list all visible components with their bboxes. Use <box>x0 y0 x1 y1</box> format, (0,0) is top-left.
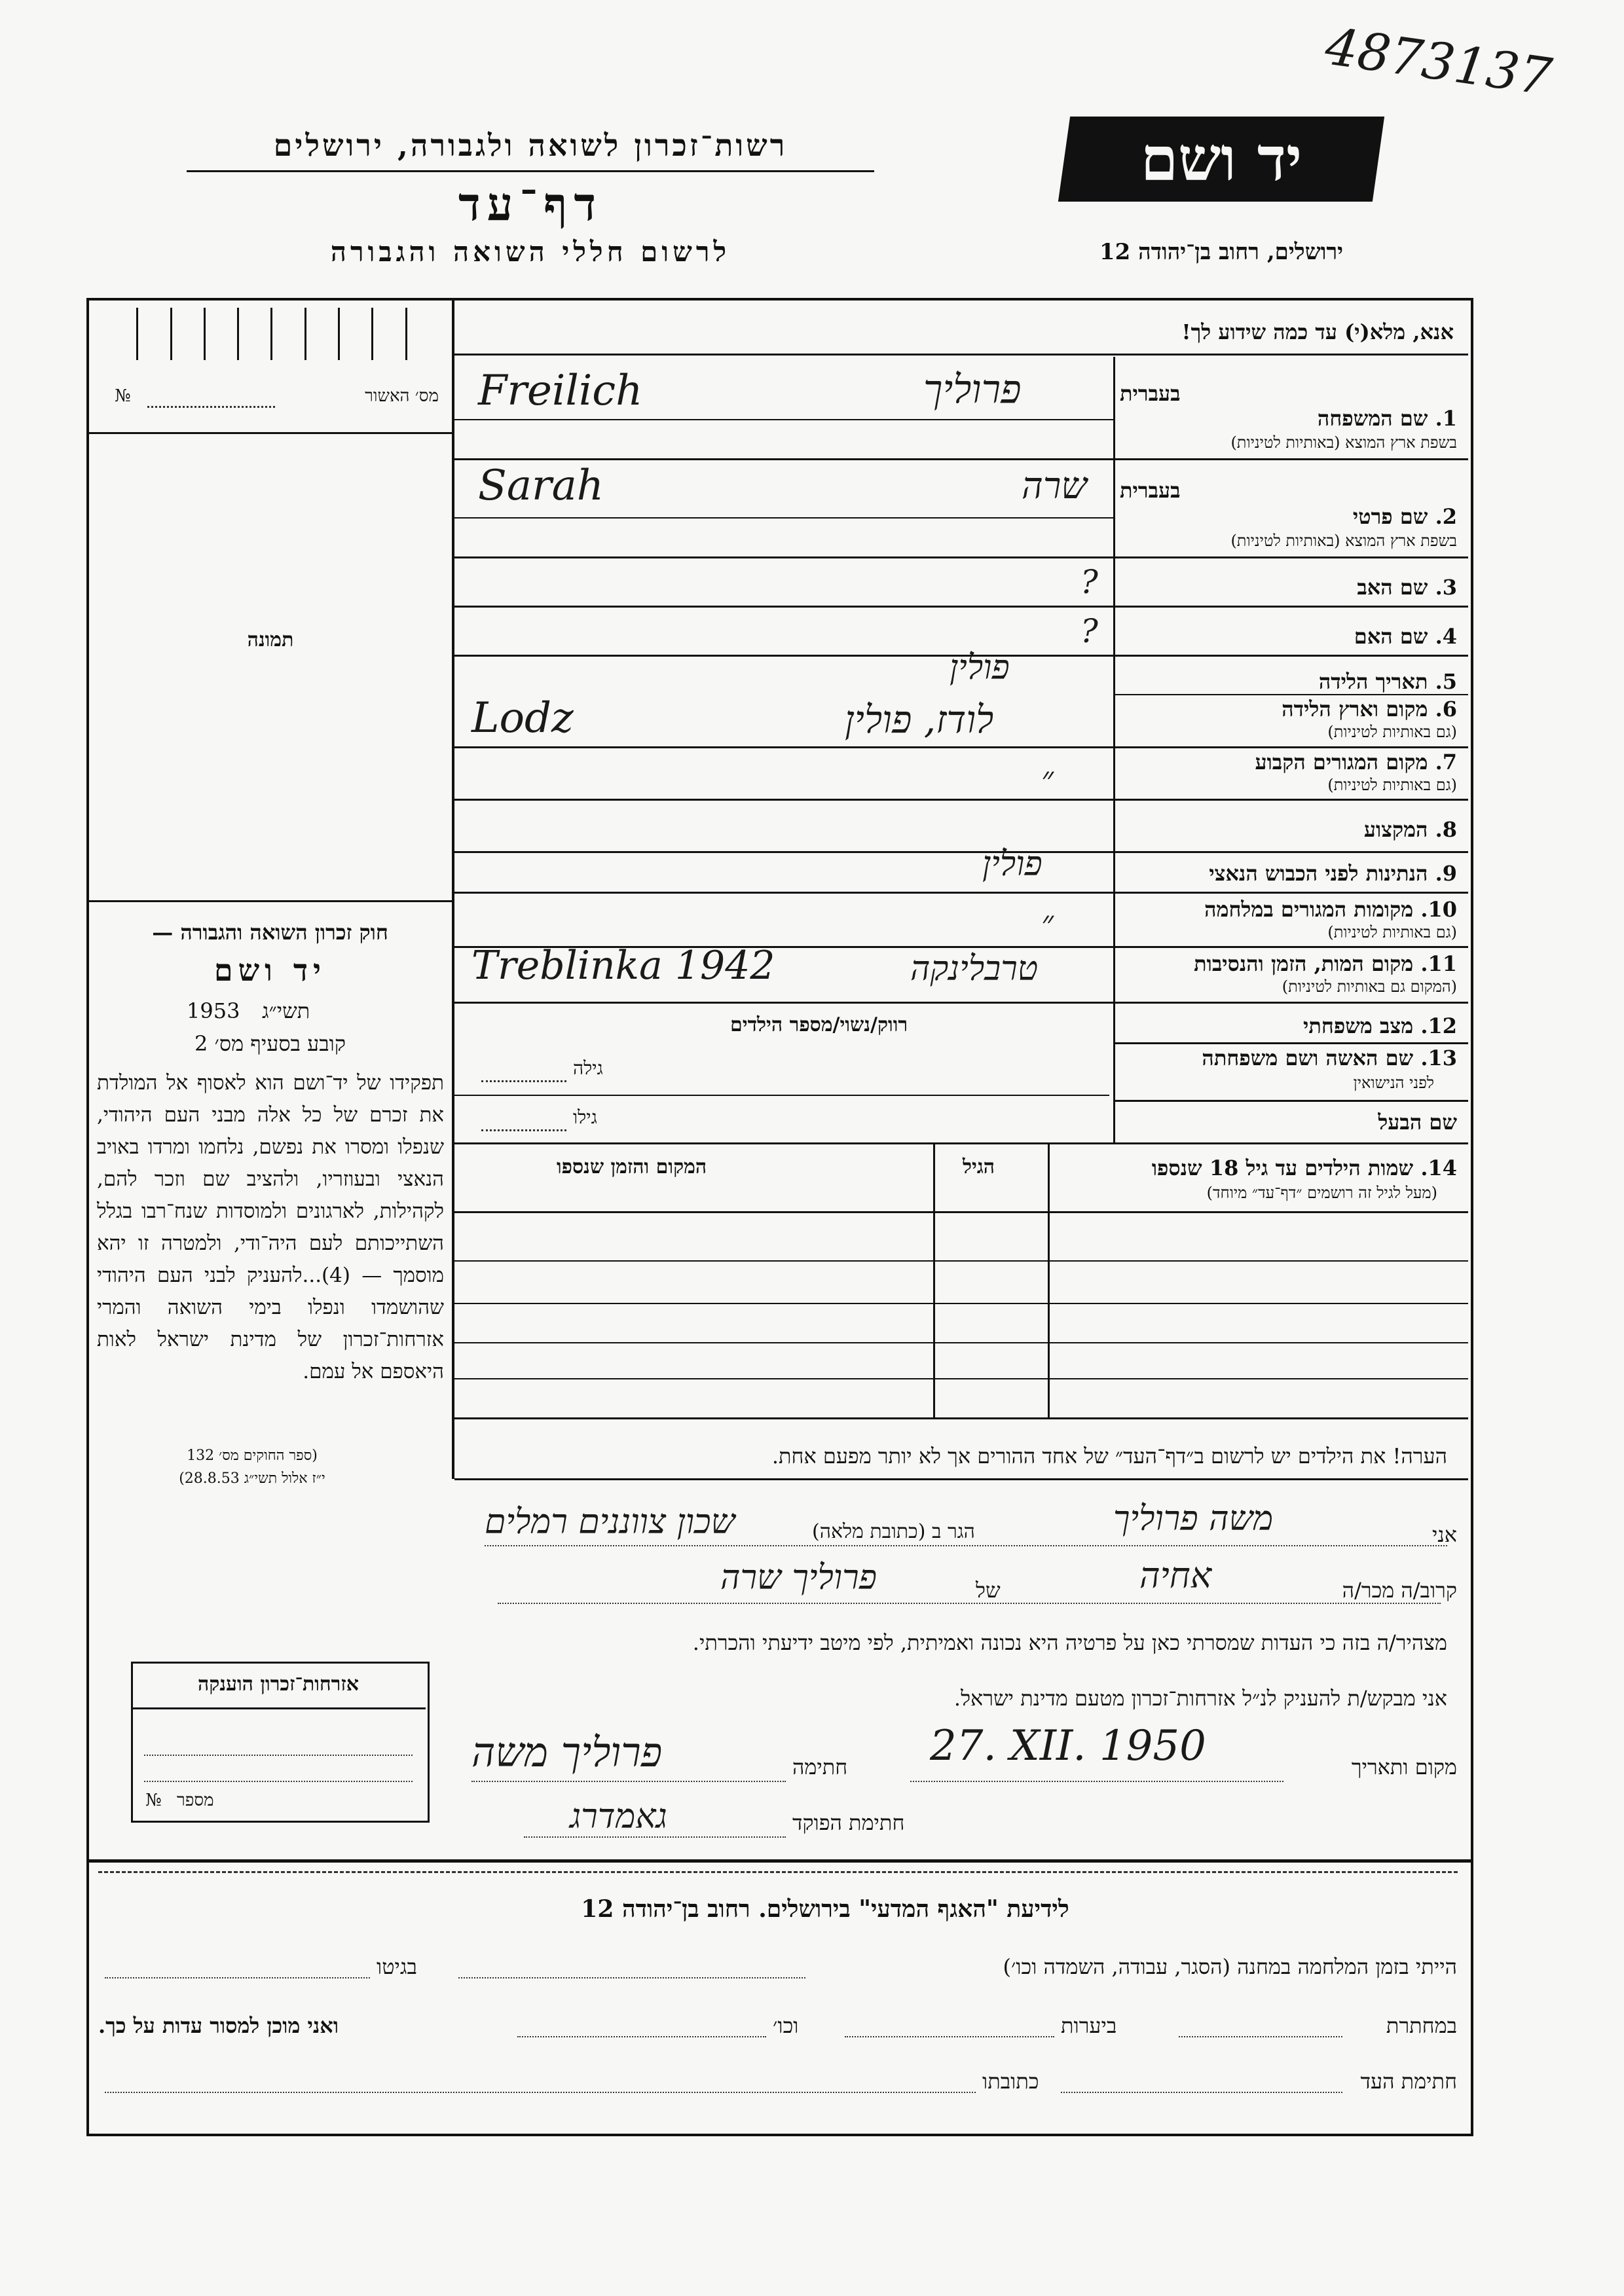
field-13-sub: לפני הנישואין <box>1353 1074 1434 1092</box>
children-label: 14. שמות הילדים עד גיל 18 שנספו <box>1151 1156 1457 1180</box>
note-text: הערה! את הילדים יש לרשום ב״דף־העד״ של אחד ההורים אך לא יותר מפעם אחת. <box>771 1444 1447 1468</box>
form-title: דף־עד <box>458 177 602 231</box>
field-13-label: 13. שם האשה ושם משפחתה <box>1202 1046 1457 1070</box>
official-value: גאמדרג <box>570 1797 667 1836</box>
approval-no-label: מס׳ האשור <box>365 386 439 406</box>
field-7-sub: (גם באותיות לטיניות) <box>1327 776 1457 794</box>
official-label: חתימת הפוקד <box>792 1810 905 1835</box>
field-12-label: 12. מצב משפחתי <box>1303 1013 1457 1038</box>
field-6-label: 6. מקום וארץ הלידה <box>1282 697 1457 721</box>
statement-text: מצהיר/ה בזה כי העדות שמסרתי כאן על פרטיה היא נכונה ואמיתית, לפי מיטב ידיעתי והכרתי. <box>692 1630 1447 1655</box>
place-date-label: מקום ותאריך <box>1351 1755 1457 1779</box>
residence-value: ״ <box>1041 759 1054 797</box>
relation-value: אחיה <box>1139 1555 1212 1596</box>
birth-place-latin-value: Lodz <box>471 694 574 742</box>
residing-label: הגר ב (כתובת מלאה) <box>812 1520 975 1543</box>
of-label: של <box>976 1578 1001 1603</box>
request-text: אני מבקש/ת להעניק לנ״ל אזרחות־זכרון מטעם מדינת ישראל. <box>953 1686 1447 1711</box>
declarant-address-value: שכון צווננים רמלים <box>485 1503 735 1542</box>
law-name: יד ושם <box>213 953 327 988</box>
field-2-sub: בשפת ארץ המוצא (באותיות לטיניות) <box>1230 532 1457 550</box>
children-sub: (מעל לגיל זה רושמים ״דף־עד״ מיוחד) <box>1206 1184 1437 1202</box>
law-clause: קובע בסעיף מס׳ 2 <box>194 1031 346 1056</box>
footer-line1: הייתי בזמן המלחמה במחנה (הסגר, עבודה, השמדה וכו׳) <box>1003 1954 1457 1979</box>
yad-vashem-logo: יד ושם <box>1058 117 1384 202</box>
children-age-col: הגיל <box>963 1156 995 1178</box>
law-ref2: י״ז אלול תשי״ג 28.8.53) <box>179 1470 325 1487</box>
footer-etc: וכו׳ <box>773 2013 799 2038</box>
husband-name-label: שם הבעל <box>1378 1110 1457 1135</box>
wife-age-label: גילה <box>573 1057 603 1079</box>
citizenship-number-label: מספר <box>177 1791 214 1810</box>
relation-label: קרוב/ה מכר/ה <box>1342 1578 1457 1603</box>
date-value: 27. XII. 1950 <box>930 1722 1206 1770</box>
field-10-label: 10. מקומות המגורים במלחמה <box>1204 897 1457 922</box>
surname-hebrew-value: פרוליך <box>923 367 1022 412</box>
form-subtitle: לרשום חללי השואה והגבורה <box>330 236 731 268</box>
field-2-label: 2. שם פרטי <box>1352 504 1457 529</box>
i-label: אני <box>1432 1522 1457 1547</box>
first-name-latin-value: Sarah <box>478 462 604 510</box>
field-8-label: 8. המקצוע <box>1363 817 1457 842</box>
approval-no-sign: № <box>115 386 131 406</box>
field-5-label: 5. תאריך הלידה <box>1318 669 1457 694</box>
citizenship-title: אזרחות־זכרון הוענקה <box>197 1673 360 1696</box>
husband-age-label: גילו <box>573 1106 597 1128</box>
citizenship-number-sign: № <box>145 1791 162 1810</box>
declarant-name-value: משה פרוליך <box>1113 1499 1274 1539</box>
children-place-col: המקום והזמן שנספו <box>557 1156 707 1178</box>
first-name-hebrew-value: שרה <box>1022 465 1087 507</box>
in-hebrew-label-1: בעברית <box>1120 381 1181 406</box>
archive-number: 4873137 <box>1321 17 1555 107</box>
surname-latin-value: Freilich <box>478 367 643 415</box>
field-10-sub: (גם באותיות לטיניות) <box>1327 923 1457 941</box>
field-3-label: 3. שם האב <box>1357 575 1457 600</box>
signature-label: חתימה <box>792 1755 848 1779</box>
in-hebrew-label-2: בעברית <box>1120 478 1181 503</box>
footer-witness-sig: חתימת העד <box>1360 2069 1457 2094</box>
footer-underground: במחתרת <box>1386 2013 1457 2038</box>
footer-ghetto: בגיטו <box>377 1954 417 1979</box>
field-11-label: 11. מקום המות, הזמן והנסיבות <box>1194 951 1457 976</box>
of-value: פרוליך שרה <box>720 1558 877 1597</box>
wartime-residence-value: ״ <box>1041 903 1054 941</box>
law-text: תפקידו של יד־ושם הוא לאסוף אל המולדת את זכרם של כל אלה מבני העם היהודי, שנפלו ומסרו את נפשם, נלחמו ומרדו באויב הנאצי ובעוזריו, ולהציב שם וזכר להם, לקהילות, לארגונים ולמוסדות שנח־רבו בגלל השתייכותם לעם היה־ודי, ולמטרה זו יהא מוסמך — (4)...להעניק לבני העם היהודי שהושמדו ונפלו בימי השואה והמרי אזרחות־זכרון של מדינת ישראל לאות היאספם אל עמם. <box>97 1071 444 1383</box>
field-7-label: 7. מקום המגורים הקבוע <box>1255 750 1457 774</box>
footer-ready: ואני מוכן למסור עדות על כך. <box>98 2013 339 2038</box>
death-place-hebrew-value: טרבלינקה <box>910 949 1039 989</box>
address: ירושלים, רחוב בן־יהודה 12 <box>1099 239 1344 265</box>
authority-title: רשות־זכרון לשואה ולגבורה, ירושלים <box>273 128 788 163</box>
law-ref1: (ספר החוקים מס׳ 132 <box>187 1448 318 1464</box>
footer-witness-address: כתובתו <box>982 2069 1039 2094</box>
birth-date-value: פולין <box>950 648 1010 687</box>
death-place-latin-value: Treblinka 1942 <box>471 943 775 989</box>
stamp-boxes <box>105 308 439 360</box>
law-year-heb: תשי״ג <box>262 998 310 1023</box>
footer-forests: ביערות <box>1061 2013 1117 2038</box>
field-4-label: 4. שם האם <box>1354 624 1457 649</box>
mother-name-value: ? <box>1080 612 1098 650</box>
field-1-label: 1. שם המשפחה <box>1317 406 1457 431</box>
field-6-sub: (גם באותיות לטיניות) <box>1327 723 1457 741</box>
birth-place-hebrew-value: לודז, פולין <box>845 697 994 742</box>
nationality-value: פולין <box>982 845 1043 884</box>
footer-title: לידיעת "האגף המדעי" בירושלים. רחוב בן־יהודה 12 <box>581 1895 1069 1923</box>
field-9-label: 9. הנתינות לפני הכבוש הנאצי <box>1209 861 1457 886</box>
photo-label: תמונה <box>247 629 294 651</box>
law-year: 1953 <box>187 998 240 1023</box>
field-1-sub: בשפת ארץ המוצא (באותיות לטיניות) <box>1230 433 1457 452</box>
field-11-sub: (המקום גם באותיות לטיניות) <box>1282 977 1457 996</box>
law-title: חוק זכרון השואה והגבורה — <box>152 920 388 945</box>
father-name-value: ? <box>1080 563 1098 601</box>
form-intro: אנא, מלא(י) עד כמה שידוע לך! <box>1181 319 1454 344</box>
signature-value: פרוליך משה <box>471 1728 663 1776</box>
marital-status-options: רווק/נשוי/מספר הילדים <box>730 1013 908 1036</box>
